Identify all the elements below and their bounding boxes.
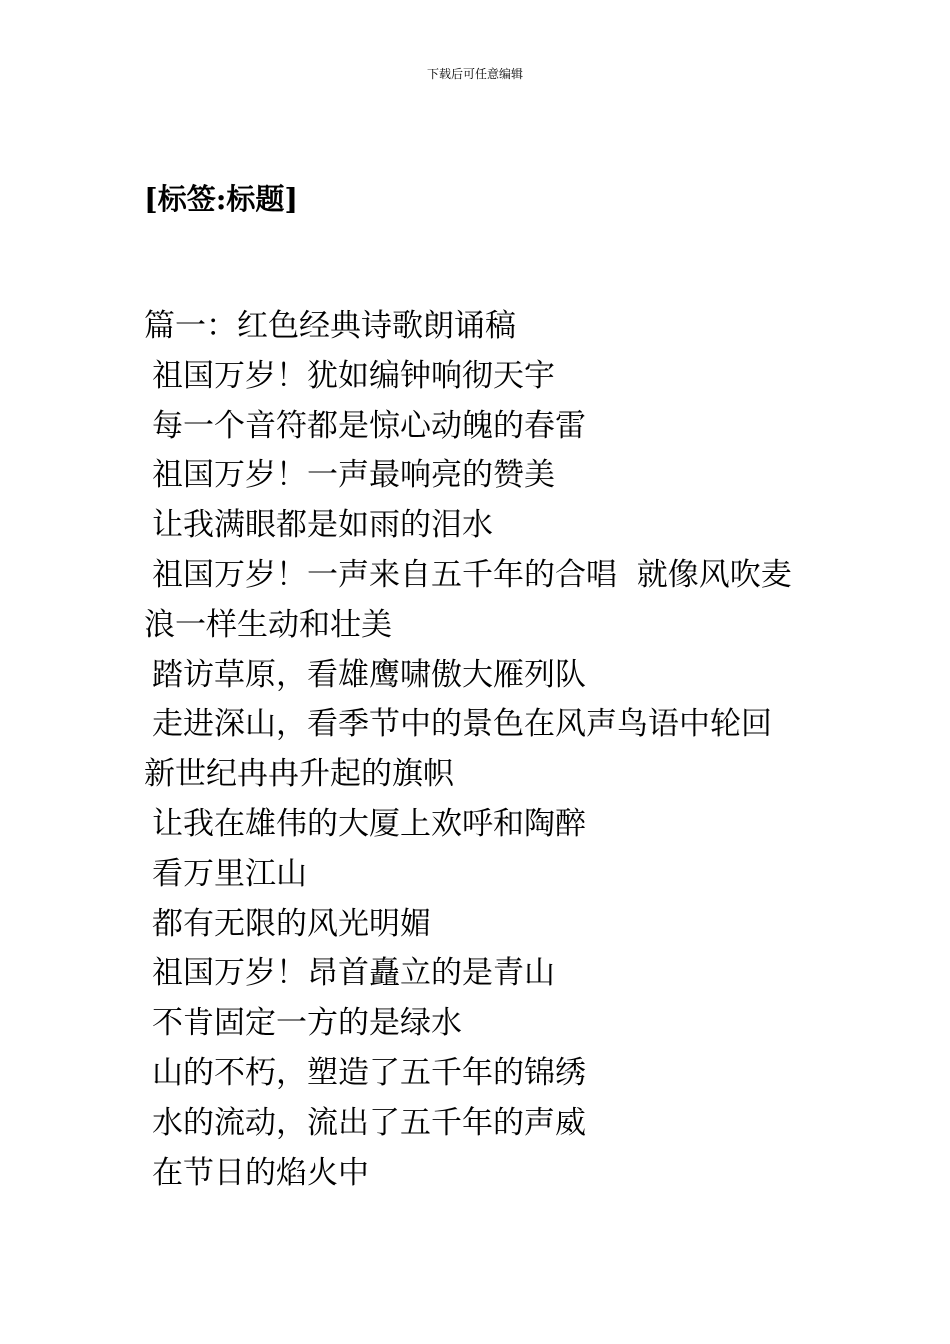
- poem-line: 祖国万岁！犹如编钟响彻天宇: [152, 357, 555, 394]
- poem-line: 祖国万岁！昂首矗立的是青山: [152, 955, 555, 992]
- poem-line: 看万里江山: [152, 855, 307, 892]
- header-note: 下载后可任意编辑: [426, 67, 523, 81]
- poem-line: 祖国万岁！一声来自五千年的合唱 就像风吹麦: [152, 556, 792, 593]
- poem-body: [144, 302, 834, 1198]
- poem-line: 都有无限的风光明媚: [152, 905, 431, 942]
- tag-title: [标签:标题]: [144, 182, 299, 216]
- poem-line: 新世纪冉冉升起的旗帜: [144, 756, 454, 793]
- poem-line: 水的流动，流出了五千年的声威: [152, 1104, 586, 1141]
- poem-line: 让我在雄伟的大厦上欢呼和陶醉: [152, 805, 586, 842]
- poem-title: 篇一：红色经典诗歌朗诵稿: [144, 308, 516, 344]
- poem-line: 每一个音符都是惊心动魄的春雷: [152, 407, 586, 444]
- poem-line: 让我满眼都是如雨的泪水: [152, 507, 493, 544]
- poem-line: 不肯固定一方的是绿水: [152, 1005, 462, 1042]
- poem-line: 山的不朽，塑造了五千年的锦绣: [152, 1054, 586, 1091]
- poem-line: 浪一样生动和壮美: [144, 606, 392, 643]
- poem-line: 踏访草原，看雄鹰啸傲大雁列队: [152, 656, 586, 693]
- poem-line: 祖国万岁！一声最响亮的赞美: [152, 457, 555, 494]
- poem-line: 在节日的焰火中: [152, 1154, 369, 1191]
- poem-line: 走进深山，看季节中的景色在风声鸟语中轮回: [152, 706, 772, 743]
